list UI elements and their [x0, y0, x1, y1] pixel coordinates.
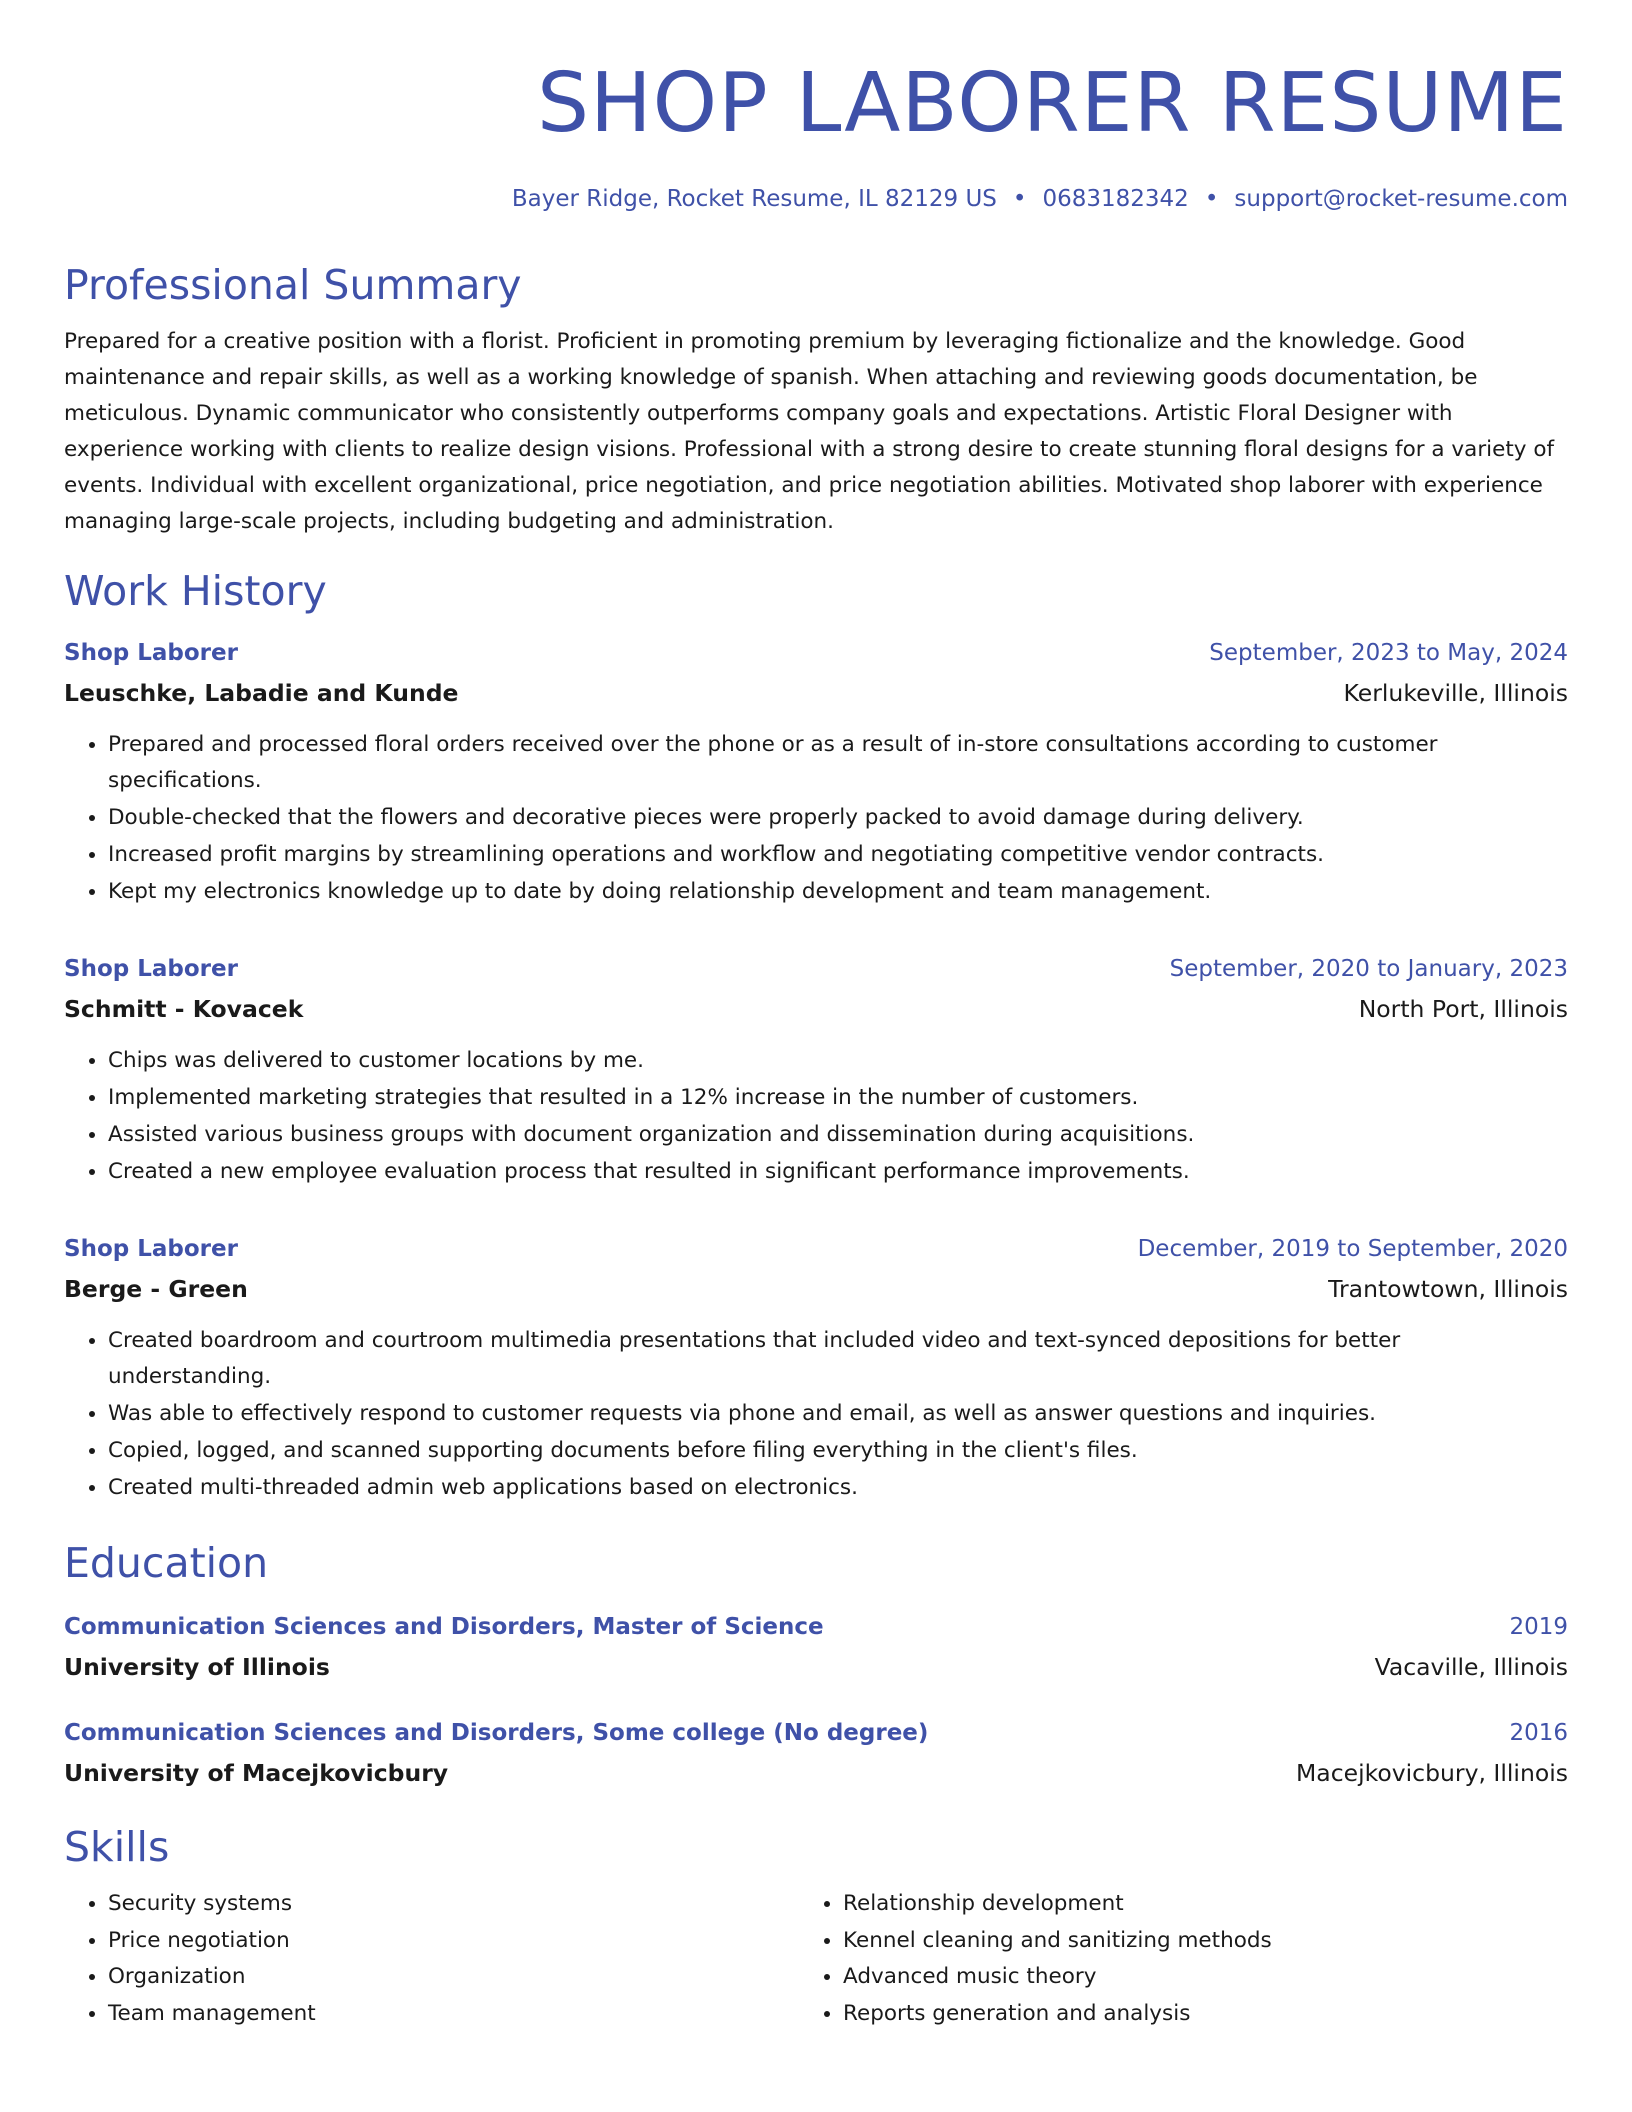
job-bullet: • Copied, logged, and scanned supporting documents before filing everything in the client's files.: [108, 1432, 1568, 1469]
resume-header: [64, 56, 1568, 212]
skill-item: • Price negotiation: [108, 1923, 799, 1960]
job-header-row: [64, 636, 1568, 670]
education-school: University of Macejkovicbury: [64, 1759, 449, 1787]
section-title-skills: Skills: [64, 1823, 170, 1871]
contact-address: Bayer Ridge, Rocket Resume, IL 82129 US: [511, 186, 997, 212]
skill-item: • Advanced music theory: [843, 1959, 1534, 1996]
skill-item: • Team management: [108, 1996, 799, 2033]
job-location: Kerlukeville, Illinois: [1343, 679, 1568, 707]
job-bullets: [64, 1322, 1568, 1506]
skills-section: [64, 1822, 1568, 2032]
education-degree: Communication Sciences and Disorders, Some college (No degree): [64, 1720, 929, 1746]
job-bullet: • Prepared and processed floral orders received over the phone or as a result of in-store consultations according to customer specifications.: [108, 726, 1568, 799]
job-entry: [64, 636, 1568, 910]
education-location: Vacaville, Illinois: [1374, 1653, 1568, 1681]
job-company: Schmitt - Kovacek: [64, 995, 304, 1023]
skills-column-right: [799, 1886, 1534, 2032]
skill-item: • Relationship development: [843, 1886, 1534, 1923]
job-bullet: • Assisted various business groups with document organization and dissemination during acquisitions.: [108, 1116, 1568, 1153]
education-year: 2016: [1509, 1720, 1568, 1746]
contact-separator: •: [1012, 186, 1027, 212]
job-bullet: • Double-checked that the flowers and decorative pieces were properly packed to avoid damage during delivery.: [108, 799, 1568, 836]
job-bullet: • Kept my electronics knowledge up to date by doing relationship development and team management.: [108, 873, 1568, 910]
job-header-row: [64, 952, 1568, 986]
job-dates: September, 2020 to January, 2023: [1169, 956, 1568, 982]
job-dates: September, 2023 to May, 2024: [1209, 640, 1568, 666]
education-year: 2019: [1509, 1614, 1568, 1640]
summary-text: Prepared for a creative position with a florist. Proficient in promoting premium by leveraging fictionalize and the knowledge. Good maintenance and repair skills, as well as a working knowledge of spanish. When attaching and reviewing goods documentation, be meticulous. Dynamic communicator who consistently outperforms company goals and expectations. Artistic Floral Designer with experience working with clients to realize design visions. Professional with a strong desire to create stunning floral designs for a variety of events. Individual with excellent organizational, price negotiation, and price negotiation abilities. Motivated shop laborer with experience managing large-scale projects, including budgeting and administration.: [64, 329, 1555, 534]
job-role: Shop Laborer: [64, 956, 238, 982]
contact-phone: 0683182342: [1042, 186, 1189, 212]
job-bullet: • Created multi-threaded admin web applications based on electronics.: [108, 1469, 1568, 1506]
summary-section: [64, 260, 1568, 540]
education-school-row: [64, 1756, 1568, 1790]
job-entry: [64, 1232, 1568, 1506]
education-header-row: [64, 1716, 1568, 1750]
job-role: Shop Laborer: [64, 1236, 238, 1262]
skills-column-left: [64, 1886, 799, 2032]
section-title-summary: Professional Summary: [64, 261, 522, 309]
education-location: Macejkovicbury, Illinois: [1296, 1759, 1568, 1787]
contact-separator: •: [1204, 186, 1219, 212]
job-bullet: • Was able to effectively respond to customer requests via phone and email, as well as answer questions and inquiries.: [108, 1395, 1568, 1432]
education-degree: Communication Sciences and Disorders, Master of Science: [64, 1614, 824, 1640]
education-school-row: [64, 1650, 1568, 1684]
education-header-row: [64, 1610, 1568, 1644]
section-title-work-history: Work History: [64, 567, 327, 615]
job-bullet: • Created boardroom and courtroom multimedia presentations that included video and text-synced depositions for better understanding.: [108, 1322, 1568, 1395]
job-header-row: [64, 1232, 1568, 1266]
job-bullet: • Increased profit margins by streamlining operations and workflow and negotiating competitive vendor contracts.: [108, 836, 1568, 873]
job-entry: [64, 952, 1568, 1190]
job-location: Trantowtown, Illinois: [1328, 1275, 1568, 1303]
job-bullets: [64, 1042, 1568, 1190]
education-entry: [64, 1716, 1568, 1790]
job-company-row: [64, 676, 1568, 710]
skills-grid: [64, 1886, 1568, 2032]
job-bullet: • Implemented marketing strategies that resulted in a 12% increase in the number of customers.: [108, 1079, 1568, 1116]
skill-item: • Reports generation and analysis: [843, 1996, 1534, 2033]
job-bullets: [64, 726, 1568, 910]
section-title-education: Education: [64, 1539, 269, 1587]
job-bullet: • Chips was delivered to customer locations by me.: [108, 1042, 1568, 1079]
skill-item: • Kennel cleaning and sanitizing methods: [843, 1923, 1534, 1960]
education-section: [64, 1538, 1568, 1790]
skill-item: • Security systems: [108, 1886, 799, 1923]
job-company: Leuschke, Labadie and Kunde: [64, 679, 459, 707]
resume-title: SHOP LABORER RESUME: [536, 56, 1568, 151]
job-role: Shop Laborer: [64, 640, 238, 666]
job-location: North Port, Illinois: [1358, 995, 1568, 1023]
contact-email: support@rocket-resume.com: [1234, 186, 1568, 212]
job-dates: December, 2019 to September, 2020: [1137, 1236, 1568, 1262]
job-bullet: • Created a new employee evaluation process that resulted in significant performance improvements.: [108, 1153, 1568, 1190]
work-history-section: [64, 566, 1568, 1506]
education-school: University of Illinois: [64, 1653, 330, 1681]
contact-line: [64, 186, 1568, 212]
education-entry: [64, 1610, 1568, 1684]
job-company: Berge - Green: [64, 1275, 248, 1303]
skill-item: • Organization: [108, 1959, 799, 1996]
job-company-row: [64, 992, 1568, 1026]
job-company-row: [64, 1272, 1568, 1306]
